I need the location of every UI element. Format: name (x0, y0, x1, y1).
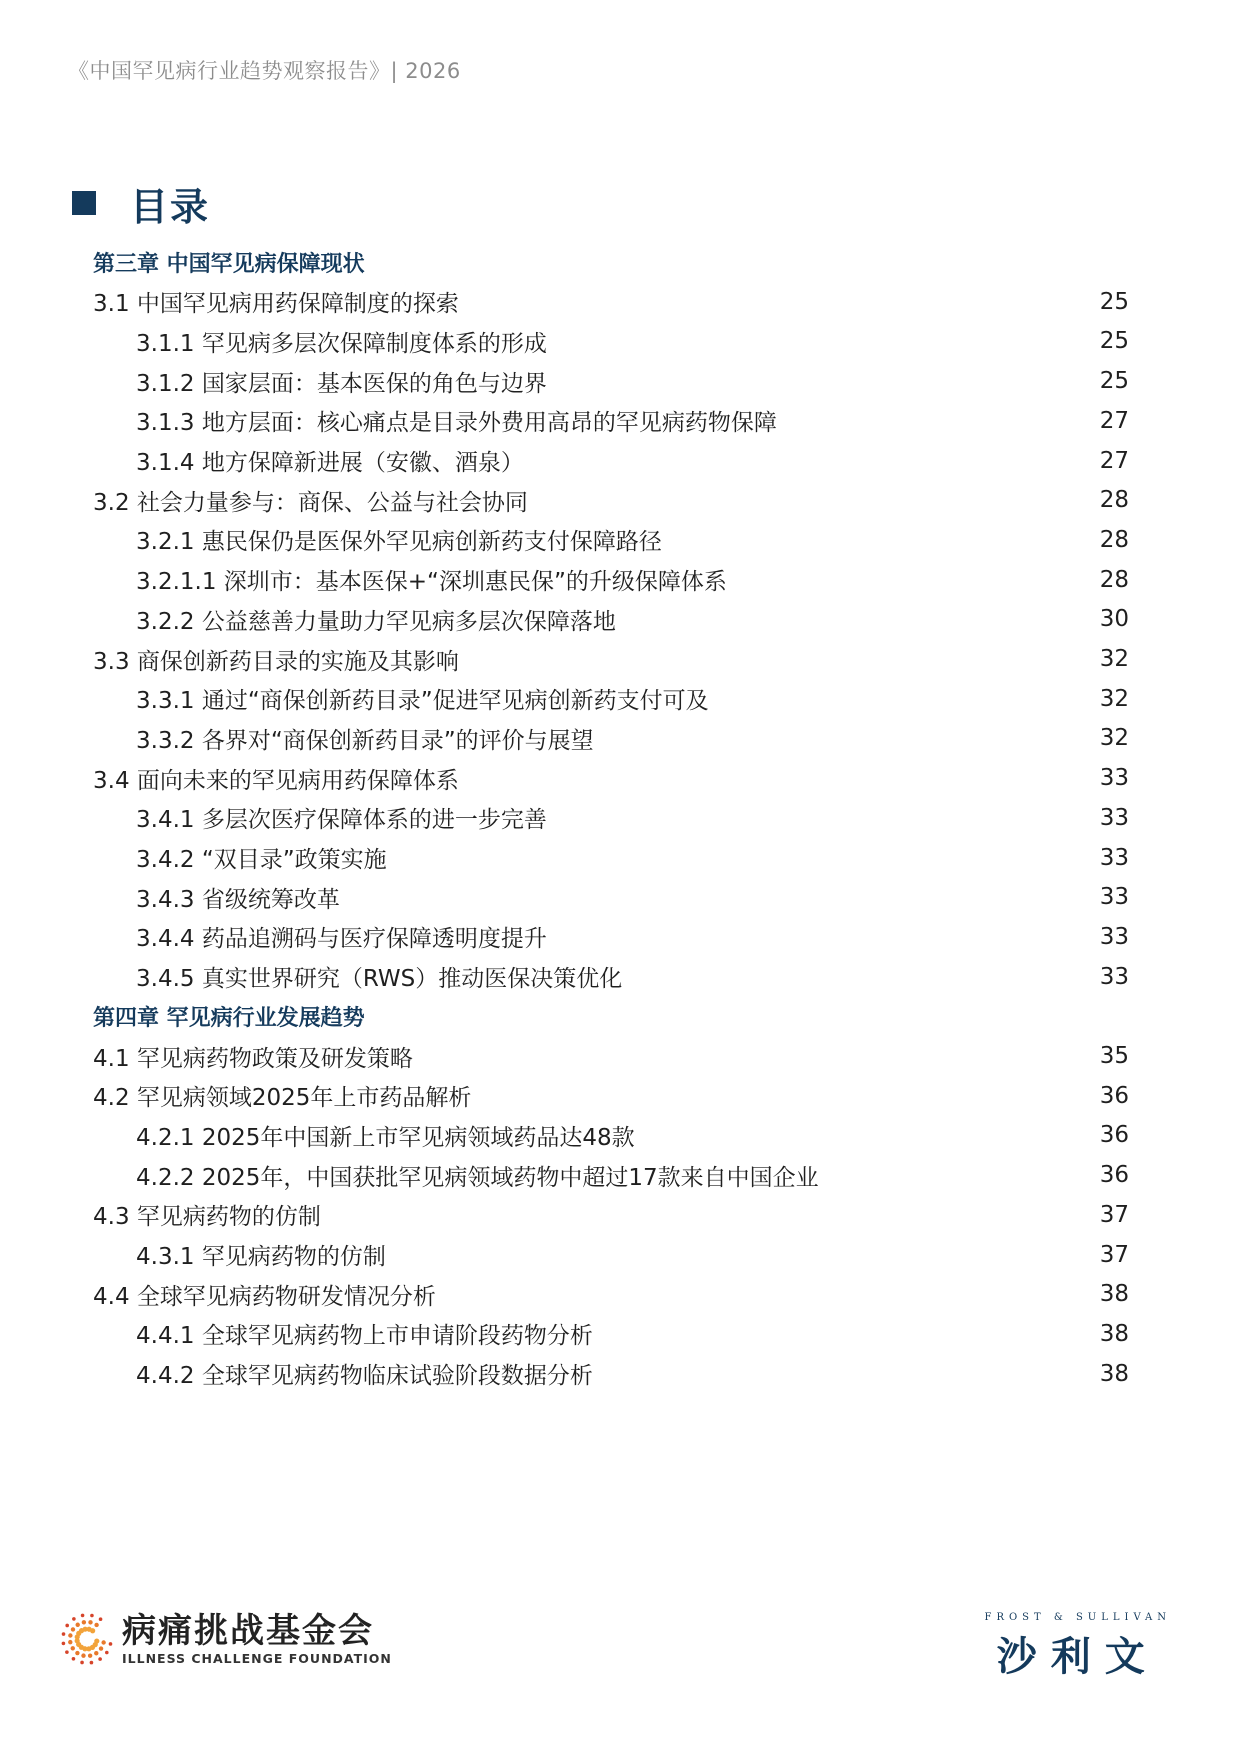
toc-entry-page-number: 30 (1099, 606, 1129, 633)
toc-entry-label: 3.2.2 公益慈善力量助力罕见病多层次保障落地 (136, 608, 616, 635)
toc-entry-label: 3.1.3 地方层面：核心痛点是目录外费用高昂的罕见病药物保障 (136, 410, 777, 437)
toc-entry[interactable] (0, 1034, 1233, 1078)
toc-entry-label: 3.2.1 惠民保仍是医保外罕见病创新药支付保障路径 (136, 529, 662, 556)
toc-entry[interactable] (0, 836, 1233, 880)
toc-entry-label: 第四章 罕见病行业发展趋势 (93, 1005, 365, 1031)
toc-entry-page-number: 36 (1099, 1082, 1129, 1109)
toc-entry-page-number: 37 (1099, 1241, 1129, 1268)
toc-entry-page-number: 38 (1099, 1281, 1129, 1308)
toc-entry[interactable] (0, 677, 1233, 721)
toc-entry[interactable] (0, 558, 1233, 602)
toc-entry-page-number: 33 (1099, 765, 1129, 792)
toc-entry-label: 3.2 社会力量参与：商保、公益与社会协同 (93, 489, 528, 516)
toc-entry[interactable] (0, 597, 1233, 641)
toc-entry-page-number: 33 (1099, 963, 1129, 990)
square-bullet-icon (72, 191, 96, 215)
toc-entry-page-number: 33 (1099, 884, 1129, 911)
frost-sullivan-en-text: FROST & SULLIVAN (984, 1612, 1171, 1623)
toc-entry-label: 3.2.1.1 深圳市：基本医保+“深圳惠民保”的升级保障体系 (136, 569, 727, 596)
toc-entry-page-number: 27 (1099, 447, 1129, 474)
toc-entry[interactable] (0, 280, 1233, 324)
toc-entry-page-number: 33 (1099, 923, 1129, 950)
toc-entry-page-number: 25 (1099, 368, 1129, 395)
toc-entry-page-number: 25 (1099, 328, 1129, 355)
toc-entry-label: 3.1 中国罕见病用药保障制度的探索 (93, 291, 459, 318)
toc-chapter-heading[interactable] (0, 994, 1233, 1038)
report-header: 《中国罕见病行业趋势观察报告》| 2026 (68, 59, 461, 83)
toc-entry-page-number: 36 (1099, 1122, 1129, 1149)
toc-entry[interactable] (0, 637, 1233, 681)
toc-entry-label: 3.4.5 真实世界研究（RWS）推动医保决策优化 (136, 966, 623, 993)
toc-entry[interactable] (0, 1193, 1233, 1237)
toc-entry-label: 4.4.2 全球罕见病药物临床试验阶段数据分析 (136, 1363, 593, 1390)
toc-entry-label: 3.1.1 罕见病多层次保障制度体系的形成 (136, 330, 547, 357)
toc-entry[interactable] (0, 439, 1233, 483)
illness-challenge-foundation-logo (60, 1612, 392, 1666)
toc-entry-page-number: 32 (1099, 685, 1129, 712)
frost-sullivan-logo (985, 1612, 1171, 1682)
toc-entry-page-number: 37 (1099, 1201, 1129, 1228)
toc-entry[interactable] (0, 518, 1233, 562)
toc-entry-label: 3.3 商保创新药目录的实施及其影响 (93, 648, 459, 675)
toc-entry-page-number: 33 (1099, 844, 1129, 871)
toc-entry-label: 3.1.4 地方保障新进展（安徽、酒泉） (136, 450, 524, 476)
toc-entry[interactable] (0, 1113, 1233, 1157)
toc-entry-page-number: 25 (1099, 288, 1129, 315)
toc-entry[interactable] (0, 1074, 1233, 1118)
toc-entry-label: 第三章 中国罕见病保障现状 (93, 251, 365, 277)
toc-entry-label: 3.4.4 药品追溯码与医疗保障透明度提升 (136, 926, 547, 953)
toc-title: 目录 (130, 184, 211, 229)
toc-entry-label: 3.4 面向未来的罕见病用药保障体系 (93, 767, 459, 794)
toc-entry[interactable] (0, 1272, 1233, 1316)
toc-entry-label: 4.3.1 罕见病药物的仿制 (136, 1244, 386, 1270)
toc-entry-label: 4.4.1 全球罕见病药物上市申请阶段药物分析 (136, 1323, 593, 1350)
toc-entry[interactable] (0, 1352, 1233, 1396)
toc-chapter-heading[interactable] (0, 240, 1233, 284)
toc-entry-label: 4.4 全球罕见病药物研发情况分析 (93, 1283, 436, 1310)
toc-entry-page-number: 28 (1099, 566, 1129, 593)
toc-entry-page-number: 32 (1099, 725, 1129, 752)
toc-entry[interactable] (0, 915, 1233, 959)
toc-entry[interactable] (0, 359, 1233, 403)
logo-en-text: ILLNESS CHALLENGE FOUNDATION (122, 1650, 392, 1666)
toc-entry[interactable] (0, 875, 1233, 919)
toc-entry-page-number: 38 (1099, 1360, 1129, 1387)
toc-entry-label: 4.2.1 2025年中国新上市罕见病领域药品达48款 (136, 1124, 635, 1151)
toc-entry-label: 3.4.1 多层次医疗保障体系的进一步完善 (136, 807, 547, 834)
toc-entry[interactable] (0, 716, 1233, 760)
toc-entry-page-number: 33 (1099, 804, 1129, 831)
toc-entry-page-number: 38 (1099, 1320, 1129, 1347)
toc-entry-label: 3.4.2 “双目录”政策实施 (136, 847, 387, 873)
toc-entry[interactable] (0, 756, 1233, 800)
toc-entry-label: 3.4.3 省级统筹改革 (136, 886, 340, 913)
toc-entry[interactable] (0, 955, 1233, 999)
toc-entry[interactable] (0, 399, 1233, 443)
toc-entry-page-number: 28 (1099, 487, 1129, 514)
toc-entry[interactable] (0, 319, 1233, 363)
logo-cn-text: 病痛挑战基金会 (122, 1610, 374, 1651)
toc-entry-label: 3.1.2 国家层面：基本医保的角色与边界 (136, 370, 547, 397)
toc-entry[interactable] (0, 1233, 1233, 1277)
sunburst-logo-icon (60, 1612, 114, 1666)
toc-entry-label: 4.3 罕见病药物的仿制 (93, 1204, 321, 1231)
toc-entry[interactable] (0, 1153, 1233, 1197)
toc-entry-page-number: 28 (1099, 526, 1129, 553)
toc-entry[interactable] (0, 1312, 1233, 1356)
toc-entry-label: 4.2.2 2025年，中国获批罕见病领域药物中超过17款来自中国企业 (136, 1164, 819, 1191)
toc-entry-label: 4.1 罕见病药物政策及研发策略 (93, 1045, 413, 1072)
toc-entry-label: 3.3.2 各界对“商保创新药目录”的评价与展望 (136, 727, 594, 754)
toc-entry-page-number: 35 (1099, 1043, 1129, 1069)
toc-entry-page-number: 27 (1099, 407, 1129, 434)
frost-sullivan-cn-text: 沙利文 (996, 1634, 1159, 1680)
toc-entry-page-number: 36 (1099, 1162, 1129, 1189)
toc-entry-label: 3.3.1 通过“商保创新药目录”促进罕见病创新药支付可及 (136, 688, 709, 715)
toc-entry[interactable] (0, 478, 1233, 522)
toc-entry-page-number: 32 (1099, 646, 1129, 672)
toc-heading (72, 178, 210, 228)
toc-entry[interactable] (0, 796, 1233, 840)
toc-entry-label: 4.2 罕见病领域2025年上市药品解析 (93, 1085, 472, 1112)
